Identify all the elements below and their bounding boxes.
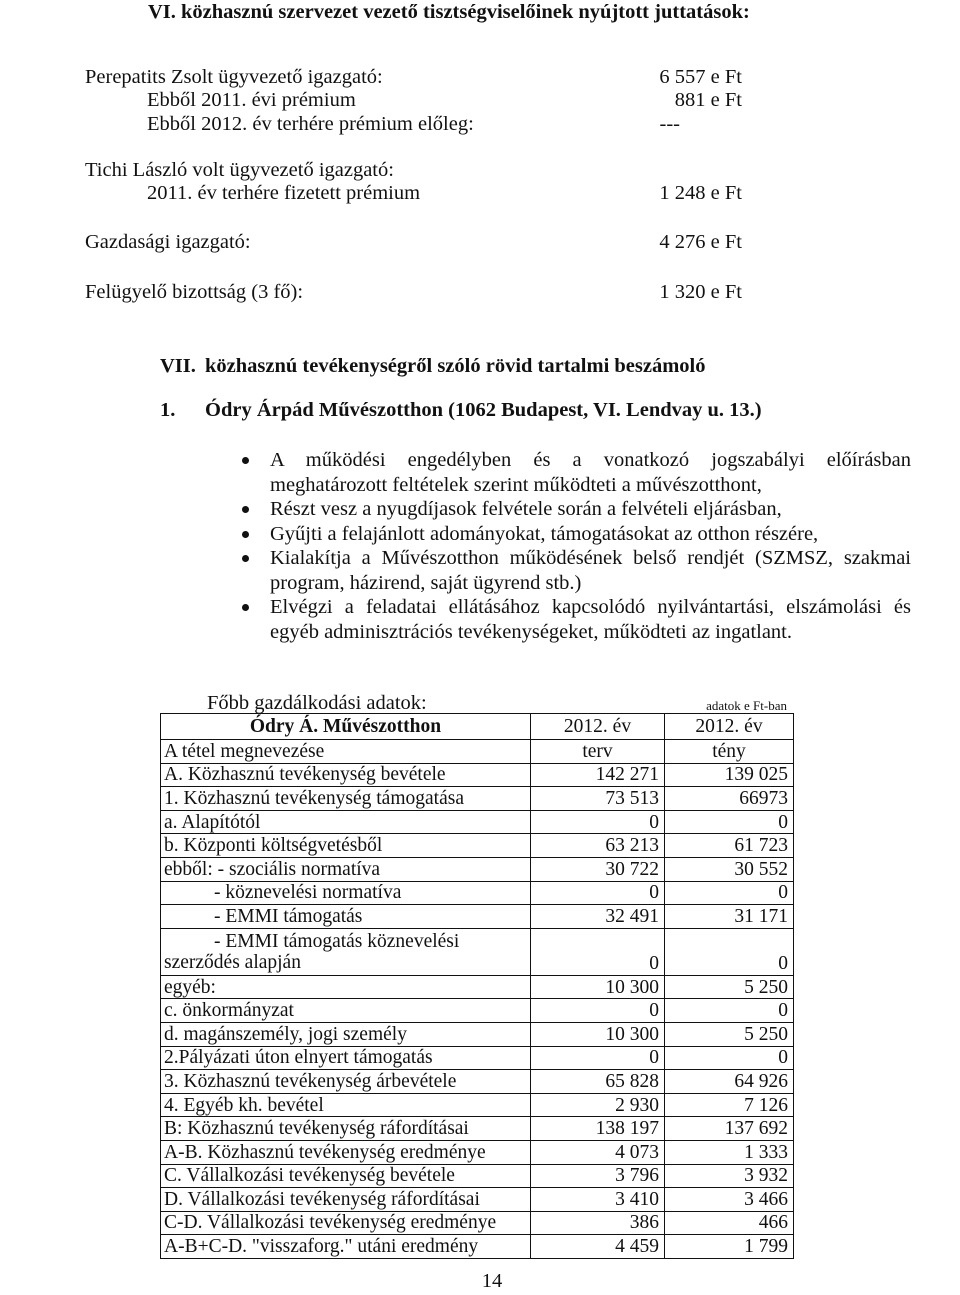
list-item xyxy=(240,522,920,547)
benefit-row xyxy=(0,89,960,112)
plan-value: 4 073 xyxy=(531,1140,665,1164)
actual-value: 0 xyxy=(665,1046,794,1070)
row-label: B: Közhasznú tevékenység ráfordításai xyxy=(161,1117,531,1141)
benefit-label: Perepatits Zsolt ügyvezető igazgató: xyxy=(85,65,383,88)
table-row xyxy=(161,1093,794,1117)
row-label-line: szerződés alapján xyxy=(164,951,301,973)
benefit-row xyxy=(0,113,960,136)
plan-value: 3 410 xyxy=(531,1188,665,1212)
list-item xyxy=(240,497,920,522)
actual-value: 466 xyxy=(665,1211,794,1235)
plan-value: 4 459 xyxy=(531,1235,665,1259)
section-vi-title: VI. közhasznú szervezet vezető tisztségviselőinek nyújtott juttatások: xyxy=(148,1,750,23)
actual-value: 30 552 xyxy=(665,857,794,881)
actual-value: 31 171 xyxy=(665,905,794,929)
benefit-label: Tichi László volt ügyvezető igazgató: xyxy=(85,158,394,181)
bullet-icon xyxy=(242,457,249,464)
table-row xyxy=(161,975,794,999)
table-header-row xyxy=(161,714,794,740)
table-header-plan-year: 2012. év xyxy=(531,714,665,740)
bullet-icon xyxy=(242,506,249,513)
list-item-line: Kialakítja a Művészotthon működésének belső rendjét (SZMSZ, szakmai xyxy=(270,547,911,569)
benefit-value: 881 e Ft xyxy=(674,88,742,111)
row-label: D. Vállalkozási tevékenység ráfordításai xyxy=(161,1188,531,1212)
row-label: A-B+C-D. "visszaforg." utáni eredmény xyxy=(161,1235,531,1259)
plan-value: 73 513 xyxy=(531,787,665,811)
actual-value: 5 250 xyxy=(665,975,794,999)
row-label: 4. Egyéb kh. bevétel xyxy=(161,1093,531,1117)
financial-table xyxy=(160,713,794,1259)
list-item xyxy=(240,546,920,595)
row-label: egyéb: xyxy=(161,975,531,999)
table-row xyxy=(161,763,794,787)
benefit-value: 1 320 e Ft xyxy=(659,280,742,303)
actual-value: 139 025 xyxy=(665,763,794,787)
table-subheader-actual: tény xyxy=(665,740,794,764)
benefit-label: Felügyelő bizottság (3 fő): xyxy=(85,280,304,303)
benefit-row xyxy=(0,281,960,304)
row-label: a. Alapítótól xyxy=(161,810,531,834)
benefit-value: 6 557 e Ft xyxy=(659,65,742,88)
actual-value: 1 333 xyxy=(665,1140,794,1164)
plan-value: 0 xyxy=(531,999,665,1023)
benefit-label: Ebből 2012. év terhére prémium előleg: xyxy=(147,112,474,135)
row-label: C. Vállalkozási tevékenység bevétele xyxy=(161,1164,531,1188)
actual-value: 3 466 xyxy=(665,1188,794,1212)
table-subheader-plan: terv xyxy=(531,740,665,764)
plan-value: 30 722 xyxy=(531,857,665,881)
table-title: Főbb gazdálkodási adatok: xyxy=(207,692,427,714)
plan-value: 3 796 xyxy=(531,1164,665,1188)
table-subheader-name: A tétel megnevezése xyxy=(161,740,531,764)
actual-value: 66973 xyxy=(665,787,794,811)
row-label: c. önkormányzat xyxy=(161,999,531,1023)
list-item-line: Elvégzi a feladatai ellátásához kapcsolódó nyilvántartási, elszámolási és xyxy=(270,596,911,618)
row-label: 1. Közhasznú tevékenység támogatása xyxy=(161,787,531,811)
plan-value: 10 300 xyxy=(531,1022,665,1046)
actual-value: 5 250 xyxy=(665,1022,794,1046)
plan-value: 65 828 xyxy=(531,1070,665,1094)
benefit-label: 2011. év terhére fizetett prémium xyxy=(147,181,421,204)
actual-value: 137 692 xyxy=(665,1117,794,1141)
row-label: 2.Pályázati úton elnyert támogatás xyxy=(161,1046,531,1070)
table-row xyxy=(161,881,794,905)
list-item-line: Részt vesz a nyugdíjasok felvétele során a felvételi eljárásban, xyxy=(270,498,782,520)
benefit-label: Gazdasági igazgató: xyxy=(85,230,251,253)
plan-value: 10 300 xyxy=(531,975,665,999)
row-label: A-B. Közhasznú tevékenység eredménye xyxy=(161,1140,531,1164)
table-row xyxy=(161,1235,794,1259)
actual-value: 64 926 xyxy=(665,1070,794,1094)
row-label: A. Közhasznú tevékenység bevétele xyxy=(161,763,531,787)
page-number: 14 xyxy=(481,1270,503,1292)
section-vii-number: VII. xyxy=(160,354,196,377)
actual-value: 61 723 xyxy=(665,834,794,858)
table-row xyxy=(161,1211,794,1235)
plan-value: 138 197 xyxy=(531,1117,665,1141)
bullet-icon xyxy=(242,555,249,562)
actual-value: 0 xyxy=(665,999,794,1023)
bullet-icon xyxy=(242,604,249,611)
list-item xyxy=(240,448,920,497)
plan-value: 142 271 xyxy=(531,763,665,787)
plan-value: 0 xyxy=(531,1046,665,1070)
row-label: b. Központi költségvetésből xyxy=(161,834,531,858)
table-header-name: Ódry Á. Művészotthon xyxy=(161,714,531,740)
plan-value: 0 xyxy=(531,881,665,905)
benefit-row xyxy=(0,159,960,182)
list-item-line: Gyűjti a felajánlott adományokat, támogatásokat az otthon részére, xyxy=(270,522,819,545)
row-label xyxy=(161,928,531,975)
plan-value: 0 xyxy=(531,928,665,975)
row-label: - köznevelési normatíva xyxy=(161,881,531,905)
list-item-line: A működési engedélyben és a vonatkozó jogszabályi előírásban xyxy=(270,449,911,471)
section-vii-title: közhasznú tevékenységről szóló rövid tartalmi beszámoló xyxy=(205,354,706,377)
benefit-value: 4 276 e Ft xyxy=(659,230,742,253)
list-item-line: program, házirend, saját ügyrend stb.) xyxy=(270,571,582,594)
table-row xyxy=(161,857,794,881)
unit-note: adatok e Ft-ban xyxy=(706,698,787,713)
bullet-icon xyxy=(242,531,249,538)
plan-value: 386 xyxy=(531,1211,665,1235)
actual-value: 7 126 xyxy=(665,1093,794,1117)
table-row xyxy=(161,999,794,1023)
plan-value: 32 491 xyxy=(531,905,665,929)
row-label: - EMMI támogatás xyxy=(161,905,531,929)
table-row xyxy=(161,1188,794,1212)
row-label-line: - EMMI támogatás köznevelési xyxy=(214,930,460,952)
benefit-label: Ebből 2011. évi prémium xyxy=(147,88,356,111)
table-row xyxy=(161,1046,794,1070)
row-label: ebből: - szociális normatíva xyxy=(161,857,531,881)
table-row xyxy=(161,1117,794,1141)
actual-value: 1 799 xyxy=(665,1235,794,1259)
subsection-number: 1. xyxy=(160,398,176,421)
plan-value: 0 xyxy=(531,810,665,834)
list-item-line: meghatározott feltételek szerint működteti a művészotthont, xyxy=(270,473,762,496)
row-label: 3. Közhasznú tevékenység árbevétele xyxy=(161,1070,531,1094)
table-row xyxy=(161,1070,794,1094)
table-row xyxy=(161,834,794,858)
benefit-value: 1 248 e Ft xyxy=(659,181,742,204)
list-item-line: egyéb adminisztrációs tevékenységeket, működteti az ingatlant. xyxy=(270,620,792,643)
table-header-actual-year: 2012. év xyxy=(665,714,794,740)
row-label: C-D. Vállalkozási tevékenység eredménye xyxy=(161,1211,531,1235)
actual-value: 0 xyxy=(665,881,794,905)
plan-value: 2 930 xyxy=(531,1093,665,1117)
table-row xyxy=(161,928,794,975)
benefit-row xyxy=(0,66,960,89)
table-row xyxy=(161,787,794,811)
table-row xyxy=(161,1164,794,1188)
list-item xyxy=(240,595,920,644)
benefit-value: --- xyxy=(659,112,680,135)
table-row xyxy=(161,1140,794,1164)
table-subheader-row xyxy=(161,740,794,764)
actual-value: 0 xyxy=(665,810,794,834)
actual-value: 0 xyxy=(665,928,794,975)
activities-list xyxy=(240,448,920,644)
table-row xyxy=(161,810,794,834)
subsection-title: Ódry Árpád Művészotthon (1062 Budapest, VI. Lendvay u. 13.) xyxy=(205,398,762,421)
table-row xyxy=(161,905,794,929)
plan-value: 63 213 xyxy=(531,834,665,858)
row-label: d. magánszemély, jogi személy xyxy=(161,1022,531,1046)
actual-value: 3 932 xyxy=(665,1164,794,1188)
benefit-row xyxy=(0,231,960,254)
benefit-row xyxy=(0,182,960,205)
table-row xyxy=(161,1022,794,1046)
